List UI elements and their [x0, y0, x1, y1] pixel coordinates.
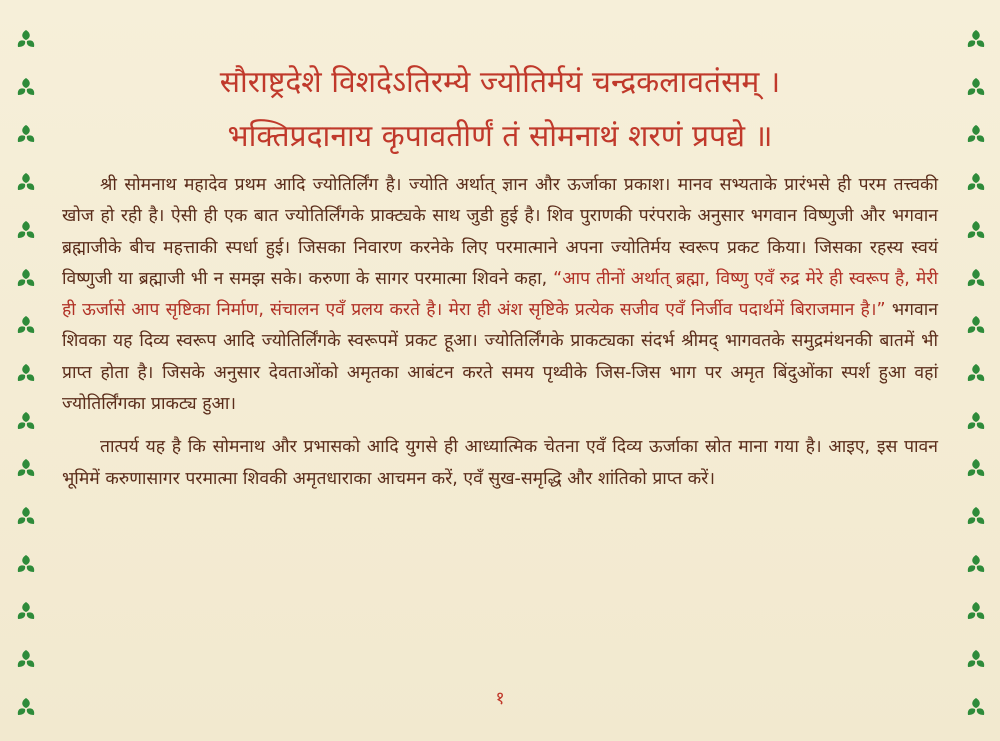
leaf-sprig-icon [15, 505, 37, 527]
leaf-sprig-icon [15, 362, 37, 384]
leaf-sprig-icon [965, 314, 987, 336]
shiva-quote: “आप तीनों अर्थात् ब्रह्मा, विष्णु एवँ रुद्र मेरे ही स्वरूप है, मेरी ही ऊर्जासे आप सृष्टिका निर्माण, संचालन एवँ प्रलय करते है। मेरा ही अंश सृष्टिके प्रत्येक सजीव एवँ निर्जीव पदार्थमें बिराजमान है।” [62, 268, 938, 321]
leaf-sprig-icon [15, 553, 37, 575]
shloka-heading [70, 56, 930, 164]
leaf-sprig-icon [15, 28, 37, 50]
leaf-sprig-icon [15, 123, 37, 145]
leaf-sprig-icon [965, 123, 987, 145]
right-leaf-border [956, 28, 996, 718]
leaf-sprig-icon [15, 410, 37, 432]
leaf-sprig-icon [965, 171, 987, 193]
leaf-sprig-icon [15, 314, 37, 336]
leaf-sprig-icon [965, 219, 987, 241]
leaf-sprig-icon [965, 648, 987, 670]
page-number: १ [495, 688, 505, 709]
leaf-sprig-icon [15, 76, 37, 98]
leaf-sprig-icon [965, 410, 987, 432]
leaf-sprig-icon [965, 362, 987, 384]
paragraph-1-conclusion: भगवान शिवका यह दिव्य स्वरूप आदि ज्योतिर्लिंगके स्वरूपमें प्रकट हूआ। ज्योतिर्लिंगके प्राकट्यका संदर्भ श्रीमद् भागवतके समुद्रमंथनकी बातमें भी प्राप्त होता है। जिसके अनुसार देवताओंको अमृतका आबंटन करते समय पृथ्वीके जिस-जिस भाग पर अमृत बिंदुओंका स्पर्श हुआ वहां ज्योतिर्लिंगका प्राकट्य हुआ। [62, 300, 938, 415]
shloka-line-1: सौराष्ट्रदेशे विशदेऽतिरम्ये ज्योतिर्मयं चन्द्रकलावतंसम् । [219, 65, 781, 100]
leaf-sprig-icon [965, 76, 987, 98]
shloka-line-2: भक्तिप्रदानाय कृपावतीर्णं तं सोमनाथं शरणं प्रपद्ये ॥ [227, 119, 773, 154]
leaf-sprig-icon [15, 219, 37, 241]
leaf-sprig-icon [965, 505, 987, 527]
leaf-sprig-icon [965, 600, 987, 622]
left-leaf-border [6, 28, 46, 718]
leaf-sprig-icon [15, 171, 37, 193]
leaf-sprig-icon [965, 28, 987, 50]
leaf-sprig-icon [15, 648, 37, 670]
leaf-sprig-icon [15, 457, 37, 479]
paragraph-2: तात्पर्य यह है कि सोमनाथ और प्रभासको आदि युगसे ही आध्यात्मिक चेतना एवँ दिव्य ऊर्जाका स्रोत माना गया है। आइए, इस पावन भूमिमें करुणासागर परमात्मा शिवकी अमृतधाराका आचमन करें, एवँ सुख-समृद्धि और शांतिको प्राप्त करें। [62, 437, 938, 489]
paragraph-1-intro: श्री सोमनाथ महादेव प्रथम आदि ज्योतिर्लिंग है। ज्योति अर्थात् ज्ञान और ऊर्जाका प्रकाश। मानव सभ्यताके प्रारंभसे ही परम तत्त्वकी खोज हो रही है। ऐसी ही एक बात ज्योतिर्लिंगके प्राक्ट्यके साथ जुडी हुई है। शिव पुराणकी परंपराके अनुसार भगवान विष्णुजी और भगवान ब्रह्माजीके बीच महत्ताकी स्पर्धा हुई। जिसका निवारण करनेके लिए परमात्माने अपना ज्योतिर्मय स्वरूप प्रकट किया। जिसका रहस्य स्वयं विष्णुजी या ब्रह्माजी भी न समझ सके। करुणा के सागर परमात्मा शिवने कहा, [62, 175, 938, 289]
leaf-sprig-icon [15, 267, 37, 289]
leaf-sprig-icon [965, 267, 987, 289]
leaf-sprig-icon [965, 457, 987, 479]
leaf-sprig-icon [15, 600, 37, 622]
leaf-sprig-icon [965, 553, 987, 575]
paragraph-1 [62, 170, 938, 420]
main-text [62, 170, 938, 495]
